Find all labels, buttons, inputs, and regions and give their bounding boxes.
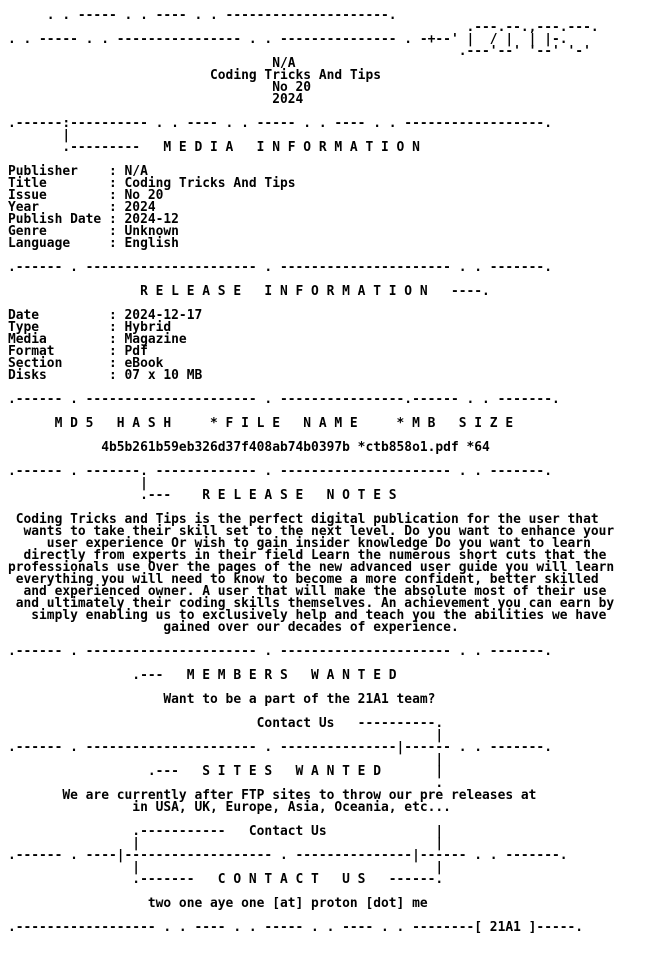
nfo-line: .------ . ---------------------- . ---------------------- . . -------. bbox=[7, 644, 552, 659]
nfo-line: .------ . ---------------------- . ---------------|------ . . -------. bbox=[7, 740, 552, 755]
nfo-line: . bbox=[7, 776, 444, 791]
nfo-line: Issue : No 20 bbox=[7, 188, 164, 203]
nfo-line: professionals use Over the pages of the new advanced user guide you will learn bbox=[7, 560, 615, 575]
nfo-line: Genre : Unknown bbox=[7, 224, 179, 239]
nfo-line bbox=[8, 934, 644, 946]
nfo-line: | bbox=[7, 128, 71, 143]
nfo-line: Media : Magazine bbox=[7, 332, 187, 347]
nfo-line: Format : Pdf bbox=[7, 344, 148, 359]
nfo-line: simply enabling us to exclusively help and teach you the abilities we have bbox=[7, 608, 607, 623]
nfo-line: 2024 bbox=[7, 92, 304, 107]
nfo-line: Coding Tricks and Tips is the perfect digital publication for the user that bbox=[7, 512, 599, 527]
nfo-line: .--- M E M B E R S W A N T E D bbox=[7, 668, 397, 683]
nfo-line: . . ----- . . ---------------- . . --------------- . -+--' | / | | |-. bbox=[7, 32, 568, 47]
nfo-line: .------ . -------. ------------- . ---------------------- . . -------. bbox=[7, 464, 552, 479]
nfo-line: .--- S I T E S W A N T E D | bbox=[7, 764, 444, 779]
nfo-line: directly from experts in their field Learn the numerous short cuts that the bbox=[7, 548, 607, 563]
nfo-line: .------ . ---------------------- . ---------------------- . . -------. bbox=[7, 260, 552, 275]
nfo-line: .----------- Contact Us | bbox=[7, 824, 444, 839]
nfo-line: user experience Or wish to gain insider knowledge Do you want to learn bbox=[7, 536, 591, 551]
nfo-line: and experienced owner. A user that will make the absolute most of their use bbox=[7, 584, 607, 599]
nfo-line: Publish Date : 2024-12 bbox=[7, 212, 179, 227]
nfo-line: We are currently after FTP sites to throw our pre releases at bbox=[7, 788, 537, 803]
nfo-line: | bbox=[7, 728, 444, 743]
nfo-line: .------------------ . . ---- . . ----- . . ---- . . --------[ 21A1 ]-----. bbox=[7, 920, 584, 935]
nfo-line: | | bbox=[7, 860, 444, 875]
nfo-line: Disks : 07 x 10 MB bbox=[7, 368, 203, 383]
nfo-line: Contact Us ----------. bbox=[7, 716, 444, 731]
nfo-line: .--- R E L E A S E N O T E S bbox=[7, 488, 397, 503]
nfo-line: | bbox=[7, 476, 148, 491]
nfo-line: .--------- M E D I A I N F O R M A T I O N bbox=[7, 140, 420, 155]
nfo-line: | | bbox=[7, 836, 444, 851]
nfo-line: M D 5 H A S H * F I L E N A M E * M B S I Z E bbox=[7, 416, 514, 431]
nfo-line: gained over our decades of experience. bbox=[7, 620, 459, 635]
nfo-line: Language : English bbox=[7, 236, 179, 251]
nfo-line: . . ----- . . ---- . . ---------------------. bbox=[7, 8, 397, 23]
nfo-line: N/A bbox=[7, 56, 296, 71]
nfo-line: Want to be a part of the 21A1 team? bbox=[7, 692, 436, 707]
nfo-line: .------:---------- . . ---- . . ----- . . ---- . . ------------------. bbox=[7, 116, 552, 131]
nfo-line: | bbox=[7, 752, 444, 767]
nfo-line: wants to take their skill set to the next level. Do you want to enhance your bbox=[7, 524, 615, 539]
nfo-line: R E L E A S E I N F O R M A T I O N ----. bbox=[7, 284, 490, 299]
nfo-line: No 20 bbox=[7, 80, 312, 95]
nfo-line: Coding Tricks And Tips bbox=[7, 68, 382, 83]
nfo-line: Section : eBook bbox=[7, 356, 164, 371]
nfo-line: .---'--' '--' '-' bbox=[7, 44, 591, 59]
nfo-line: Year : 2024 bbox=[7, 200, 156, 215]
nfo-line: .------ . ---------------------- . ----------------.------ . . -------. bbox=[7, 392, 560, 407]
nfo-line: .------- C O N T A C T U S ------. bbox=[7, 872, 444, 887]
nfo-line: Publisher : N/A bbox=[7, 164, 148, 179]
nfo-line: Title : Coding Tricks And Tips bbox=[7, 176, 296, 191]
nfo-line: two one aye one [at] proton [dot] me bbox=[7, 896, 428, 911]
nfo-line: everything you will need to know to become a more confident, better skilled bbox=[7, 572, 599, 587]
nfo-line: in USA, UK, Europe, Asia, Oceania, etc... bbox=[7, 800, 451, 815]
nfo-line: .------ . ----|------------------- . ---------------|------ . . -------. bbox=[7, 848, 568, 863]
nfo-line: 4b5b261b59eb326d37f408ab74b0397b *ctb858o1.pdf *64 bbox=[7, 440, 490, 455]
nfo-line: and ultimately their coding skills themselves. An achievement you can earn by bbox=[7, 596, 615, 611]
nfo-line: Date : 2024-12-17 bbox=[7, 308, 203, 323]
nfo-line: .---.--.,---.---. bbox=[7, 20, 599, 35]
nfo-line: Type : Hybrid bbox=[7, 320, 172, 335]
